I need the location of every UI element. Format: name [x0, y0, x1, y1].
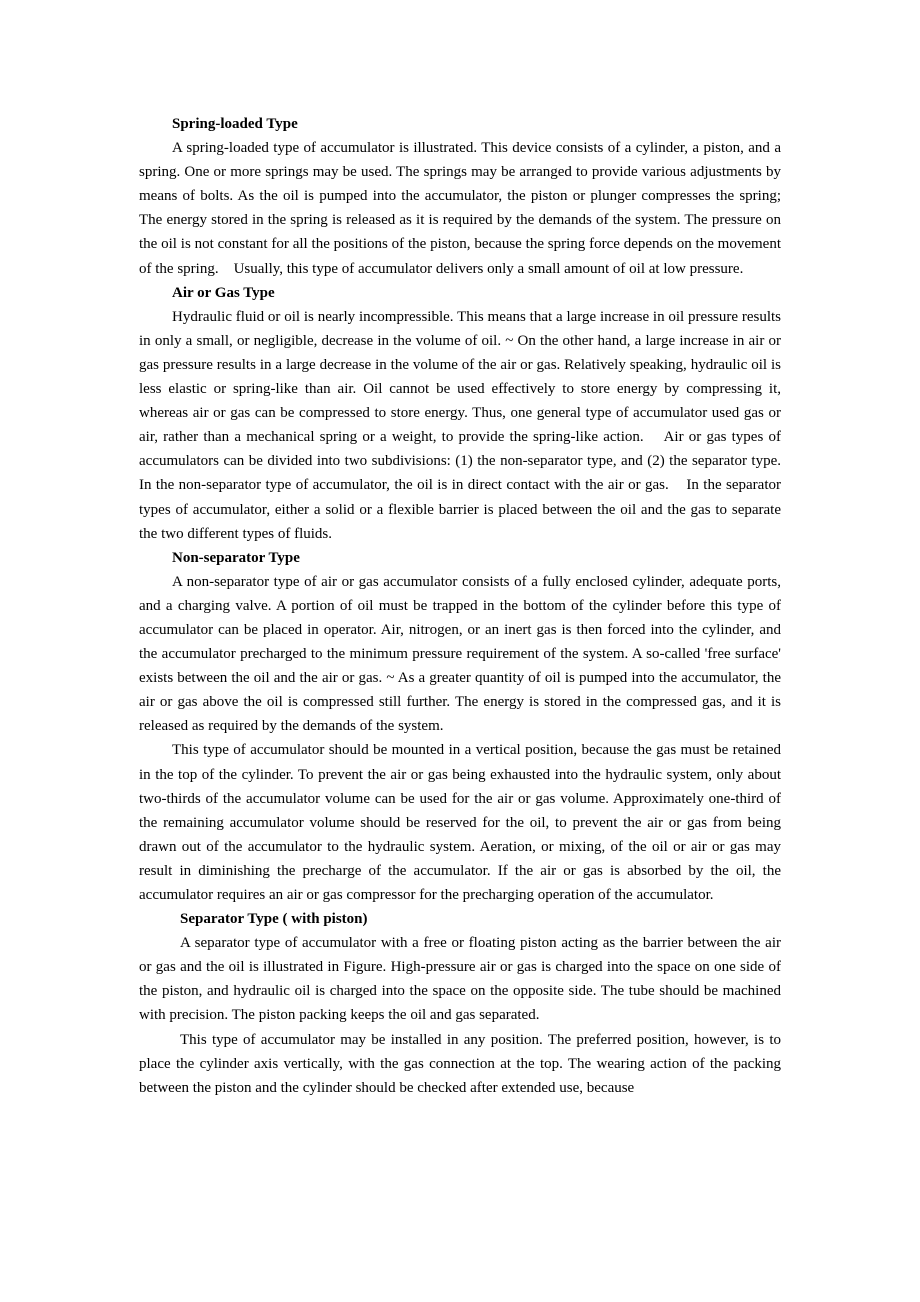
paragraph-air-or-gas: Hydraulic fluid or oil is nearly incompressible. This means that a large increase in oil pressure results in only a small, or negligible, decrease in the volume of oil. ~ On the other hand, a large increase in air or gas pressure results in a large decrease in the volume of the air or gas. Relatively speaking, hydraulic oil is less elastic or spring-like than air. Oil cannot be used effectively to store energy by compressing it, whereas air or gas can be compressed to store energy. Thus, one general type of accumulator used gas or air, rather than a mechanical spring or a weight, to provide the spring-like action. Air or gas types of accumulators can be divided into two subdivisions: (1) the non-separator type, and (2) the separator type. In the non-separator type of accumulator, the oil is in direct contact with the air or gas. In the separator types of accumulator, either a solid or a flexible barrier is placed between the oil and the gas to separate the two different types of fluids. [139, 308, 781, 542]
paragraph-spring-loaded: A spring-loaded type of accumulator is illustrated. This device consists of a cylinder, a piston, and a spring. One or more springs may be used. The springs may be arranged to provide various adjustments by means of bolts. As the oil is pumped into the accumulator, the piston or plunger compresses the spring; The energy stored in the spring is released as it is required by the demands of the system. The pressure on the oil is not constant for all the positions of the piston, because the spring force depends on the movement of the spring. Usually, this type of accumulator delivers only a small amount of oil at low pressure. [139, 140, 781, 277]
section-heading-spring-loaded: Spring-loaded Type [172, 116, 298, 132]
section-heading-separator-piston: Separator Type ( with piston) [180, 911, 368, 928]
paragraph-separator-piston-1: A separator type of accumulator with a free or floating piston acting as the barrier between the air or gas and the oil is illustrated in Figure. High-pressure air or gas is charged into the space on one side of the piston, and hydraulic oil is charged into the space on the opposite side. The tube should be machined with precision. The piston packing keeps the oil and gas separated. [139, 935, 781, 1024]
paragraph-separator-piston-2: This type of accumulator may be installed in any position. The preferred position, however, is to place the cylinder axis vertically, with the gas connection at the top. The wearing action of the packing between the piston and the cylinder should be checked after extended use, because [139, 1031, 781, 1096]
paragraph-non-separator-2: This type of accumulator should be mounted in a vertical position, because the gas must be retained in the top of the cylinder. To prevent the air or gas being exhausted into the hydraulic system, only about two-thirds of the accumulator volume can be used for the air or gas volume. Approximately one-third of the remaining accumulator volume should be reserved for the oil, to prevent the air or gas from being drawn out of the accumulator to the hydraulic system. Aeration, or mixing, of the oil or air or gas may result in diminishing the precharge of the accumulator. If the air or gas is absorbed by the oil, the accumulator requires an air or gas compressor for the precharging operation of the accumulator. [139, 742, 781, 903]
section-heading-air-or-gas: Air or Gas Type [172, 284, 275, 301]
paragraph-non-separator-1: A non-separator type of air or gas accumulator consists of a fully enclosed cylinder, adequate ports, and a charging valve. A portion of oil must be trapped in the bottom of the cylinder before this type of accumulator can be placed in operator. Air, nitrogen, or an inert gas is then forced into the cylinder, and the accumulator precharged to the minimum pressure requirement of the system. A so-called 'free surface' exists between the oil and the air or gas. ~ As a greater quantity of oil is pumped into the accumulator, the air or gas above the oil is compressed still further. The energy is stored in the compressed gas, and it is released as required by the demands of the system. [139, 573, 781, 735]
section-heading-non-separator: Non-separator Type [172, 549, 300, 566]
document-page [139, 112, 781, 1100]
